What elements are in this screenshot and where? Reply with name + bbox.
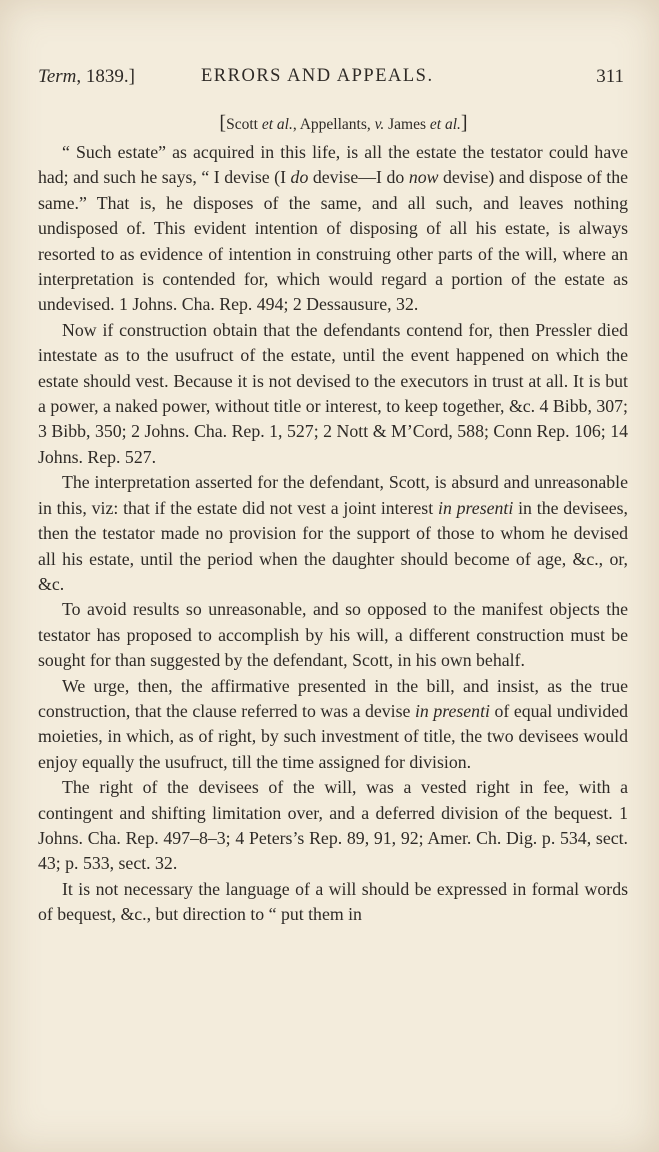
caption-part: , Appellants, bbox=[292, 116, 375, 133]
caption-part: et al. bbox=[429, 116, 461, 133]
caption-part: v. bbox=[374, 116, 385, 133]
paragraph: Now if construction obtain that the defendants contend for, then Pressler died intestate as to the usufruct of the estate, until the event happened on which the estate should vest. Because it is not devised to the executors in trust at all. It is but a power, a naked power, without title or interest, to keep together, &c. 4 Bibb, 307; 3 Bibb, 350; 2 Johns. Cha. Rep. 1, 527; 2 Nott & M’Cord, 588; Conn Rep. 106; 14 Johns. Rep. 527. bbox=[38, 319, 628, 467]
paragraph-text: of equal undivided moieties, in which, as of right, by such investment of title, the two devisees would enjoy equally the usufruct, till the time assigned for division. bbox=[38, 700, 628, 772]
paragraph-text: devise) and dispose of the same.” That is, he disposes of the same, and all such, and leaves nothing undisposed of. This evident intention of disposing of all his estate, is always resorted to as evidence of intention in construing other parts of the will, where an interpretation is contended for, which would regard a portion of the estate as undevised. 1 Johns. Cha. Rep. 494; 2 Dessausure, 32. bbox=[38, 167, 628, 315]
paragraph-emphasis: in presenti bbox=[414, 700, 490, 721]
header-year: , 1839.] bbox=[76, 66, 135, 87]
paragraph-emphasis: in presenti bbox=[438, 497, 514, 518]
caption-part: Scott bbox=[226, 116, 262, 133]
header-title: ERRORS AND APPEALS. bbox=[201, 66, 434, 86]
paragraph-text: in the devisees, then the testator made no provision for the support of those to whom he devised all his estate, until the period when the daughter should become of age, &c., or, &c. bbox=[38, 497, 628, 594]
caption-part: James bbox=[384, 116, 430, 133]
case-caption bbox=[0, 112, 659, 135]
header-term-year bbox=[38, 66, 135, 88]
header-term: Term bbox=[38, 66, 77, 87]
paragraph-text: “ Such estate” as acquired in this life, is all the estate the testator could have had; and such he says, “ I devise (I bbox=[38, 142, 628, 188]
paragraph-text: The interpretation asserted for the defendant, Scott, is absurd and unreasonable in this, viz: that if the estate did not vest a joint interest bbox=[38, 472, 628, 518]
caption-part: et al. bbox=[261, 116, 293, 133]
caption-open-bracket: [ bbox=[219, 112, 227, 134]
caption-close-bracket: ] bbox=[460, 112, 468, 134]
page-number: 311 bbox=[596, 66, 624, 87]
paragraph: To avoid results so unreasonable, and so opposed to the manifest objects the testator has proposed to accomplish by his will, a different construction must be sought for than suggested by the defendant, Scott, in his own behalf. bbox=[38, 599, 628, 671]
paragraph-emphasis: now bbox=[408, 167, 439, 188]
paragraph: The right of the devisees of the will, was a vested right in fee, with a contingent and shifting limitation over, and a deferred division of the bequest. 1 Johns. Cha. Rep. 497–8–3; 4 Peters’s Rep. 89, 91, 92; Amer. Ch. Dig. p. 534, sect. 43; p. 533, sect. 32. bbox=[38, 777, 628, 874]
paragraph: It is not necessary the language of a will should be expressed in formal words of bequest, &c., but direction to “ put them in bbox=[38, 878, 628, 925]
paragraph-text: devise—I do bbox=[308, 167, 409, 188]
paragraph bbox=[38, 674, 628, 776]
paragraph-text: We urge, then, the affirmative presented in the bill, and insist, as the true construction, that the clause referred to was a devise bbox=[38, 675, 628, 721]
paragraph-emphasis: do bbox=[290, 167, 309, 188]
running-head bbox=[38, 66, 628, 96]
body-text bbox=[38, 140, 628, 928]
paragraph bbox=[38, 470, 628, 597]
paragraph bbox=[38, 140, 628, 318]
